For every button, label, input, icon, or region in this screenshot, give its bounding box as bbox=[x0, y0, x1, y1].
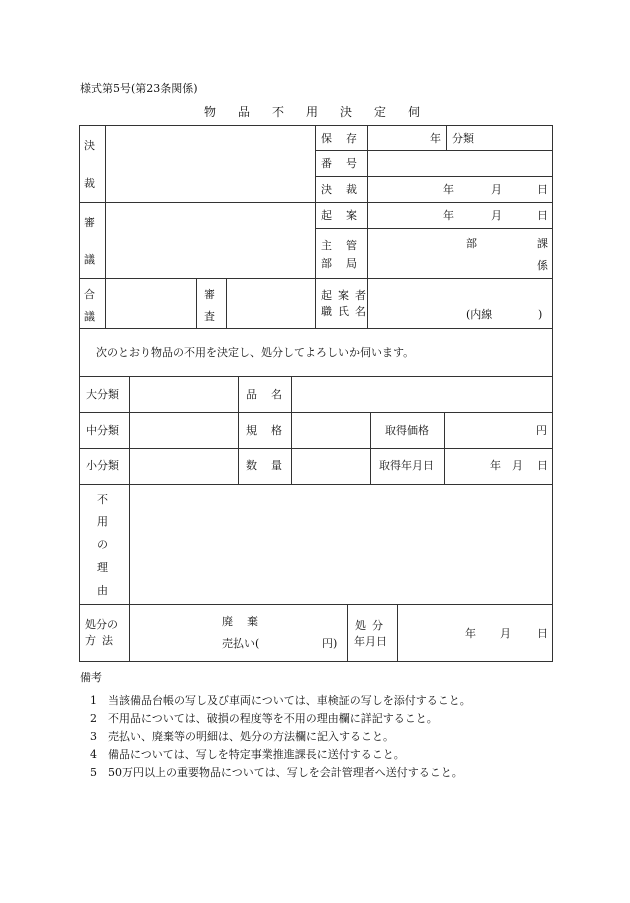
shutoku-date-label: 取得年月日 bbox=[379, 459, 434, 472]
note-number: 1 bbox=[90, 694, 97, 707]
note-text: 売払い、廃棄等の明細は、処分の方法欄に記入すること。 bbox=[108, 730, 394, 743]
reason-label-char: 不 bbox=[97, 493, 108, 506]
shinsa-label-1: 審 bbox=[204, 288, 215, 301]
kian-month: 月 bbox=[491, 209, 502, 222]
bu-label: 部 bbox=[466, 237, 477, 250]
reason-label-char: 由 bbox=[97, 584, 108, 597]
shutoku-year: 年 bbox=[490, 459, 501, 472]
kessai-label-2: 裁 bbox=[84, 177, 95, 190]
disposal-method-label-2: 方法 bbox=[85, 634, 119, 647]
request-sentence: 次のとおり物品の不用を決定し、処分してよろしいか伺います。 bbox=[96, 346, 415, 359]
kiansha-label-2: 職氏名 bbox=[321, 305, 372, 318]
shukan-label-2: 部局 bbox=[321, 257, 371, 270]
kian-year: 年 bbox=[443, 209, 454, 222]
kian-label: 起案 bbox=[321, 209, 371, 222]
kessai-date-label: 決裁 bbox=[321, 183, 371, 196]
hozon-year: 年 bbox=[430, 132, 441, 145]
hozon-label: 保存 bbox=[321, 132, 371, 145]
daibunrui-label: 大分類 bbox=[86, 388, 119, 401]
reason-label-char: 用 bbox=[97, 515, 108, 528]
note-text: 50万円以上の重要物品については、写しを会計管理者へ送付すること。 bbox=[108, 766, 463, 779]
reason-label-char: の bbox=[97, 538, 108, 551]
note-number: 2 bbox=[90, 712, 97, 725]
yen-label: 円 bbox=[536, 424, 547, 437]
notes-title: 備考 bbox=[80, 671, 102, 684]
shukan-label-1: 主管 bbox=[321, 239, 371, 252]
naisen-close: ) bbox=[538, 308, 543, 321]
bango-label: 番号 bbox=[321, 157, 371, 170]
kikaku-label: 規格 bbox=[246, 424, 296, 437]
shutoku-month: 月 bbox=[512, 459, 523, 472]
uriharai-yen: 円) bbox=[322, 637, 338, 650]
note-number: 3 bbox=[90, 730, 97, 743]
chubunrui-label: 中分類 bbox=[86, 424, 119, 437]
hinmei-label: 品名 bbox=[246, 388, 296, 401]
kian-day: 日 bbox=[537, 209, 548, 222]
disposal-month: 月 bbox=[500, 627, 511, 640]
note-number: 4 bbox=[90, 748, 97, 761]
reason-label-char: 理 bbox=[97, 561, 108, 574]
document-title: 物品不用決定伺 bbox=[204, 105, 443, 119]
shutoku-day: 日 bbox=[537, 459, 548, 472]
bunrui-label: 分類 bbox=[452, 132, 474, 145]
haiki-option: 廃棄 bbox=[222, 615, 272, 628]
shingi-label-2: 議 bbox=[84, 253, 95, 266]
ka-label: 課 bbox=[537, 237, 548, 250]
kessai-label-1: 決 bbox=[84, 139, 95, 152]
disposal-date-label-2: 年月日 bbox=[354, 635, 387, 648]
disposal-method-label-1: 処分の bbox=[85, 618, 118, 631]
disposal-date-label-1: 処分 bbox=[355, 619, 389, 632]
note-text: 備品については、写しを特定事業推進課長に送付すること。 bbox=[108, 748, 405, 761]
naisen-open: (内線 bbox=[466, 308, 493, 321]
kessai-month: 月 bbox=[491, 183, 502, 196]
kessai-day: 日 bbox=[537, 183, 548, 196]
shingi-label-1: 審 bbox=[84, 216, 95, 229]
shinsa-label-2: 査 bbox=[204, 310, 215, 323]
disposal-day: 日 bbox=[537, 627, 548, 640]
note-text: 不用品については、破損の程度等を不用の理由欄に詳記すること。 bbox=[108, 712, 438, 725]
form-number-label: 様式第5号(第23条関係) bbox=[80, 82, 198, 95]
gougi-label-1: 合 bbox=[84, 288, 95, 301]
kessai-year: 年 bbox=[443, 183, 454, 196]
kakari-label: 係 bbox=[537, 259, 548, 272]
shobunrui-label: 小分類 bbox=[86, 459, 119, 472]
disposal-year: 年 bbox=[465, 627, 476, 640]
shutoku-kakaku-label: 取得価格 bbox=[385, 424, 429, 437]
note-text: 当該備品台帳の写し及び車両については、車検証の写しを添付すること。 bbox=[108, 694, 471, 707]
kiansha-label-1: 起案者 bbox=[321, 289, 372, 302]
gougi-label-2: 議 bbox=[84, 310, 95, 323]
uriharai-option: 売払い( bbox=[222, 637, 260, 650]
note-number: 5 bbox=[90, 766, 97, 779]
suryo-label: 数量 bbox=[246, 459, 296, 472]
